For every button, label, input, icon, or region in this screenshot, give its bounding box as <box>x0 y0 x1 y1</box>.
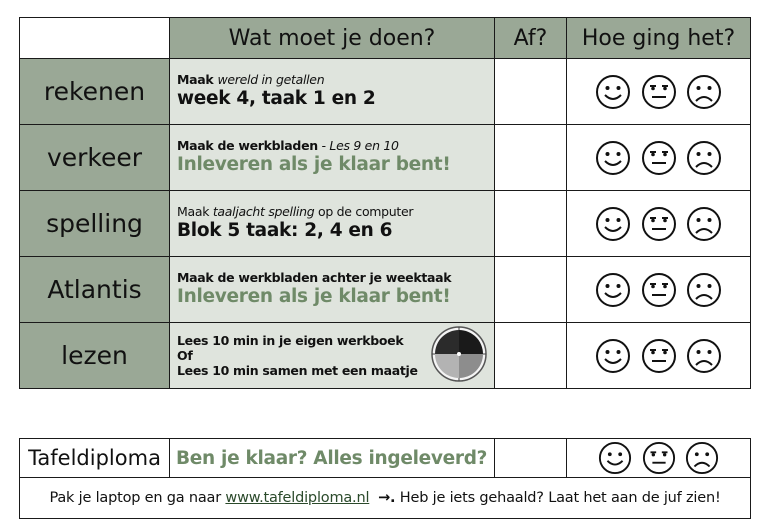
task-description <box>170 257 495 323</box>
task-line1: Maak <box>177 204 213 219</box>
task-description <box>170 191 495 257</box>
smiley-happy-icon[interactable] <box>595 206 631 242</box>
task-line3: Lees 10 min samen met een maatje <box>177 363 418 378</box>
task-line2: Inleveren als je klaar bent! <box>177 286 451 307</box>
task-line2: Of <box>177 348 193 363</box>
task-description <box>170 125 495 191</box>
task-line1-end: op de computer <box>314 204 414 219</box>
smiley-neutral-icon[interactable] <box>641 338 677 374</box>
feel-rating <box>567 323 751 389</box>
task-line1-italic: wereld in getallen <box>217 72 325 87</box>
smiley-sad-icon[interactable] <box>686 140 722 176</box>
task-row-verkeer <box>20 125 751 191</box>
header-task: Wat moet je doen? <box>170 18 495 59</box>
smiley-happy-icon[interactable] <box>595 74 631 110</box>
footer-text-end: Heb je iets gehaald? Laat het aan de juf zien! <box>395 490 721 506</box>
feel-rating <box>567 439 751 478</box>
subject-label: rekenen <box>20 59 170 125</box>
smiley-happy-icon[interactable] <box>595 338 631 374</box>
feel-rating <box>567 59 751 125</box>
smiley-happy-icon[interactable] <box>595 140 631 176</box>
task-line2: Inleveren als je klaar bent! <box>177 154 451 175</box>
smiley-neutral-icon[interactable] <box>641 74 677 110</box>
smiley-neutral-icon[interactable] <box>641 140 677 176</box>
header-empty-cell <box>20 18 170 59</box>
smiley-neutral-icon[interactable] <box>641 272 677 308</box>
tafeldiploma-title: Tafeldiploma <box>20 439 170 478</box>
arrow-right-icon: →. <box>378 490 396 506</box>
smiley-happy-icon[interactable] <box>598 441 632 475</box>
task-line1-italic: - Les 9 en 10 <box>317 138 399 153</box>
task-line1-italic: taaljacht spelling <box>212 204 315 219</box>
task-line1: Lees 10 min in je eigen werkboek <box>177 333 404 348</box>
smiley-sad-icon[interactable] <box>686 338 722 374</box>
done-checkbox-cell[interactable] <box>495 191 567 257</box>
task-row-spelling <box>20 191 751 257</box>
done-checkbox-cell[interactable] <box>495 125 567 191</box>
done-checkbox-cell[interactable] <box>495 439 567 478</box>
task-line1: Maak <box>177 72 218 87</box>
feel-rating <box>567 191 751 257</box>
tafeldiploma-link[interactable]: www.tafeldiploma.nl <box>225 490 370 506</box>
clock-icon <box>430 325 488 383</box>
task-line2: Blok 5 taak: 2, 4 en 6 <box>177 220 393 241</box>
subject-label: verkeer <box>20 125 170 191</box>
header-done: Af? <box>495 18 567 59</box>
smiley-neutral-icon[interactable] <box>641 206 677 242</box>
tafeldiploma-question: Ben je klaar? Alles ingeleverd? <box>170 439 495 478</box>
task-line1: Maak de werkbladen achter je weektaak <box>177 270 452 285</box>
footer-text-start: Pak je laptop en ga naar <box>49 490 226 506</box>
smiley-sad-icon[interactable] <box>685 441 719 475</box>
tafeldiploma-table <box>19 438 751 519</box>
task-description <box>170 59 495 125</box>
weektaak-table <box>19 17 751 389</box>
subject-label: spelling <box>20 191 170 257</box>
done-checkbox-cell[interactable] <box>495 323 567 389</box>
subject-label: lezen <box>20 323 170 389</box>
task-line2: week 4, taak 1 en 2 <box>177 88 376 109</box>
done-checkbox-cell[interactable] <box>495 257 567 323</box>
feel-rating <box>567 125 751 191</box>
smiley-sad-icon[interactable] <box>686 272 722 308</box>
header-feel: Hoe ging het? <box>567 18 751 59</box>
feel-rating <box>567 257 751 323</box>
task-line1: Maak de werkbladen <box>177 138 318 153</box>
footer-instruction <box>20 478 751 519</box>
task-row-rekenen <box>20 59 751 125</box>
smiley-sad-icon[interactable] <box>686 74 722 110</box>
subject-label: Atlantis <box>20 257 170 323</box>
footer-row <box>20 478 751 519</box>
smiley-neutral-icon[interactable] <box>642 441 676 475</box>
done-checkbox-cell[interactable] <box>495 59 567 125</box>
task-row-lezen <box>20 323 751 389</box>
smiley-happy-icon[interactable] <box>595 272 631 308</box>
smiley-sad-icon[interactable] <box>686 206 722 242</box>
tafeldiploma-row <box>20 439 751 478</box>
task-row-atlantis <box>20 257 751 323</box>
task-description <box>170 323 495 389</box>
